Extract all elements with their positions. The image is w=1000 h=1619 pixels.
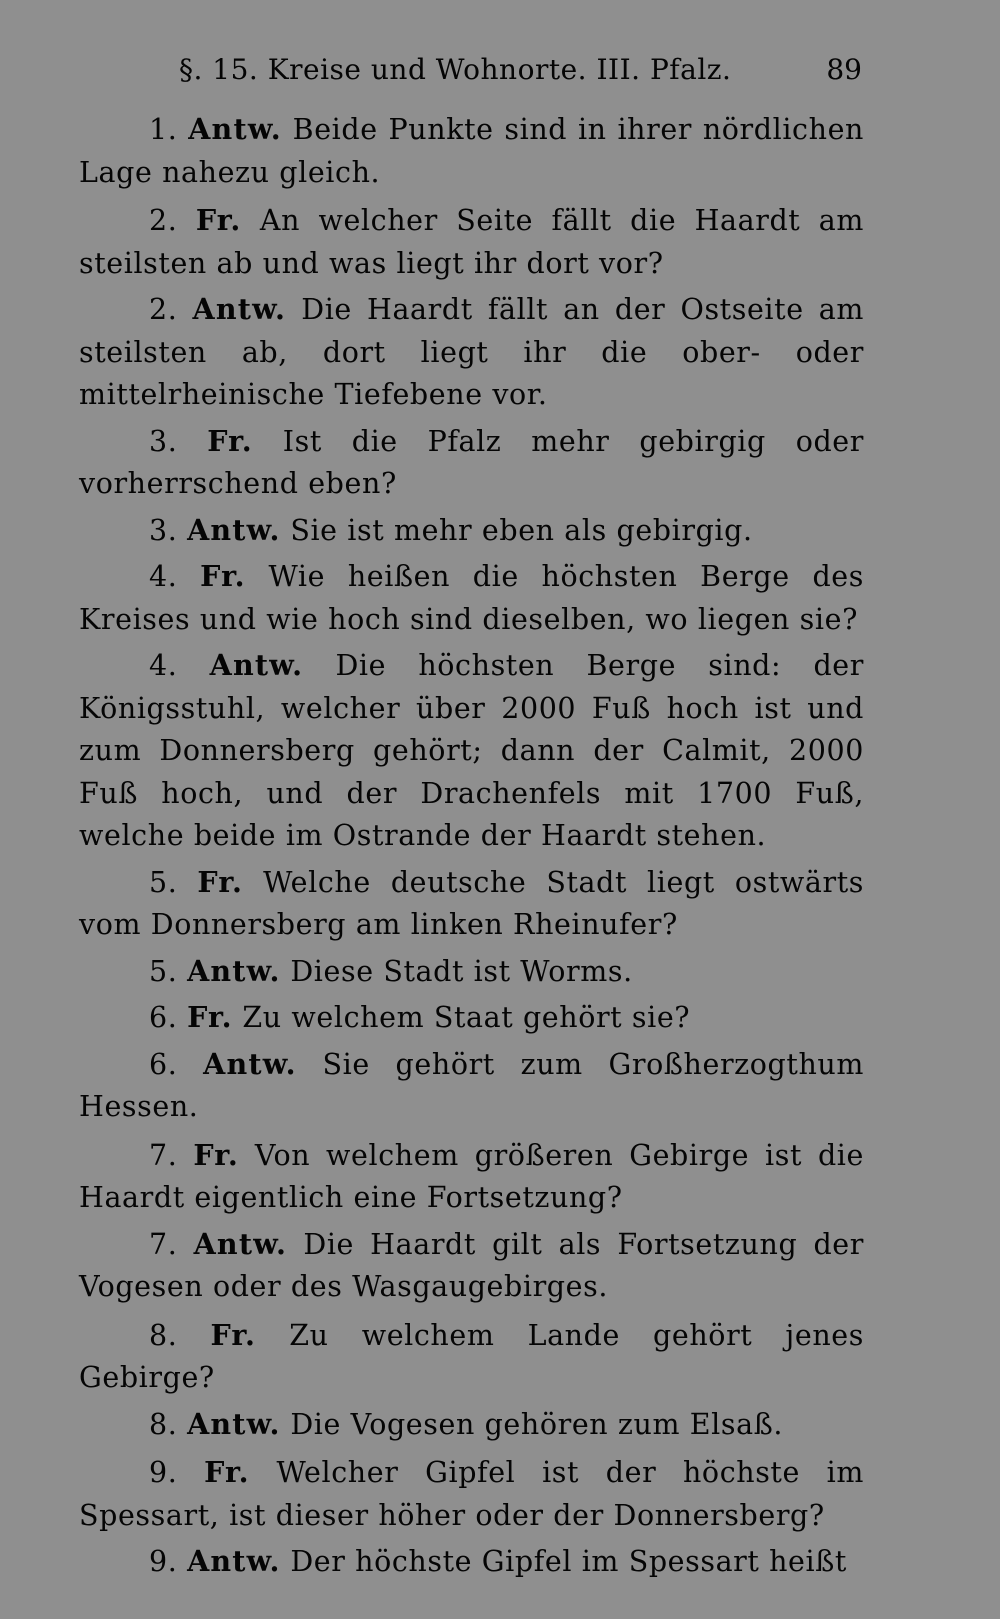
entry-label: Antw.	[187, 1406, 281, 1441]
entry-label: Antw.	[187, 953, 281, 988]
entry-text: Sie gehört zum Großherzogthum Hessen.	[79, 1047, 864, 1123]
entry-label: Antw.	[193, 1226, 288, 1261]
entry-label: Antw.	[187, 1544, 281, 1578]
answer-1	[79, 108, 864, 194]
entry-label: Antw.	[209, 648, 304, 682]
entry-text: Die Haardt fällt an der Ostseite am steilsten ab, dort liegt ihr die ober- oder mittelrheinische Tiefebene vor.	[79, 293, 864, 411]
page-number: 89	[826, 53, 862, 86]
entry-number: 2.	[149, 204, 178, 237]
entry-label: Antw.	[203, 1046, 297, 1081]
answer-2	[79, 288, 864, 417]
entry-label: Fr.	[204, 1455, 250, 1489]
answer-7	[79, 1223, 864, 1309]
entry-text: Zu welchem Lande gehört jenes Gebirge?	[79, 1318, 864, 1394]
entry-label: Fr.	[197, 864, 244, 899]
entry-number: 8.	[149, 1318, 178, 1352]
entry-label: Fr.	[200, 559, 246, 593]
entry-text: Die höchsten Berge sind: der Königsstuhl, welcher über 2000 Fuß hoch ist und zum Donnersberg gehört; dann der Calmit, 2000 Fuß hoch, und der Drachenfels mit 1700 Fuß, welche beide im Ostrande der Haardt stehen.	[79, 649, 864, 852]
entry-text: Welcher Gipfel ist der höchste im Spessart, ist dieser höher oder der Donnersberg?	[79, 1456, 864, 1532]
entry-number: 3.	[149, 513, 178, 547]
entry-text: Der höchste Gipfel im Spessart heißt	[290, 1545, 847, 1578]
entry-text: Die Vogesen gehören zum Elsaß.	[290, 1407, 783, 1441]
answer-5	[79, 950, 864, 994]
answer-6	[79, 1043, 864, 1129]
entry-text: Beide Punkte sind in ihrer nördlichen Lage nahezu gleich.	[79, 113, 864, 189]
running-header	[79, 50, 864, 90]
entry-label: Fr.	[187, 1000, 233, 1034]
header-title: §. 15. Kreise und Wohnorte. III. Pfalz.	[179, 53, 732, 86]
entry-number: 2.	[149, 293, 178, 326]
entry-label: Fr.	[193, 1137, 239, 1172]
answer-8	[79, 1403, 864, 1447]
entry-text: Ist die Pfalz mehr gebirgig oder vorherrschend eben?	[79, 424, 864, 500]
entry-label: Antw.	[187, 512, 281, 547]
entry-number: 4.	[149, 649, 178, 682]
entry-text: Von welchem größeren Gebirge ist die Haardt eigentlich eine Fortsetzung?	[79, 1138, 864, 1214]
entry-number: 4.	[149, 560, 178, 593]
entry-label: Fr.	[210, 1317, 257, 1352]
answer-9	[79, 1540, 864, 1584]
question-answer-list	[79, 108, 864, 1584]
question-3	[79, 420, 864, 506]
question-6	[79, 996, 864, 1040]
entry-number: 9.	[149, 1545, 178, 1578]
entry-number: 7.	[149, 1138, 178, 1172]
question-9	[79, 1451, 864, 1537]
entry-number: 6.	[149, 1047, 178, 1081]
question-7	[79, 1134, 864, 1220]
entry-text: Wie heißen die höchsten Berge des Kreises und wie hoch sind dieselben, wo liegen sie?	[79, 560, 864, 636]
entry-text: Die Haardt gilt als Fortsetzung der Vogesen oder des Wasgaugebirges.	[79, 1227, 864, 1303]
entry-label: Antw.	[188, 112, 282, 146]
entry-label: Fr.	[195, 203, 242, 237]
entry-text: Zu welchem Staat gehört sie?	[242, 1001, 691, 1034]
answer-3	[79, 509, 864, 553]
question-2	[79, 199, 864, 285]
question-8	[79, 1314, 864, 1400]
question-4	[79, 555, 864, 641]
entry-number: 3.	[149, 424, 178, 458]
entry-text: Welche deutsche Stadt liegt ostwärts vom Donnersberg am linken Rheinufer?	[79, 865, 864, 941]
entry-label: Antw.	[192, 292, 287, 326]
entry-number: 8.	[149, 1407, 178, 1441]
entry-text: Diese Stadt ist Worms.	[290, 954, 633, 988]
entry-number: 7.	[149, 1227, 178, 1261]
entry-number: 6.	[149, 1001, 178, 1034]
question-5	[79, 861, 864, 947]
entry-text: Sie ist mehr eben als gebirgig.	[290, 513, 753, 547]
entry-label: Fr.	[207, 423, 253, 458]
entry-number: 5.	[149, 865, 178, 899]
entry-number: 9.	[149, 1456, 178, 1489]
entry-text: An welcher Seite fällt die Haardt am steilsten ab und was liegt ihr dort vor?	[79, 204, 864, 280]
entry-number: 1.	[149, 113, 178, 146]
answer-4	[79, 644, 864, 858]
entry-number: 5.	[149, 954, 178, 988]
